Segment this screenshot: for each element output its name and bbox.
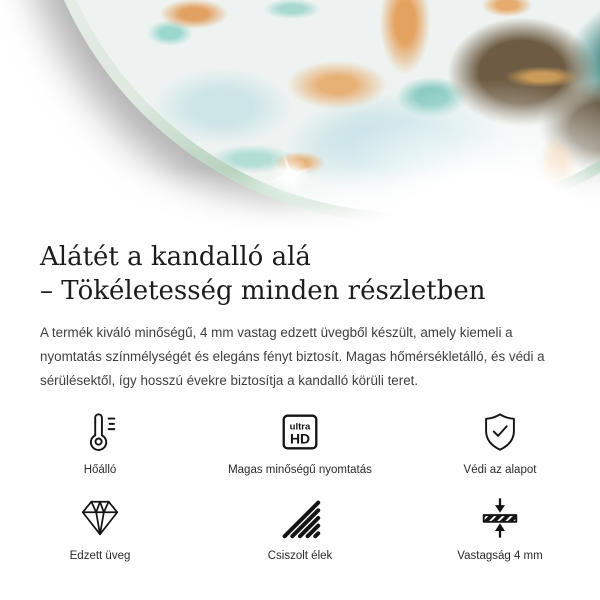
thickness-icon [477, 494, 523, 542]
polished-edge-icon [277, 494, 323, 542]
product-hero-image [0, 0, 600, 232]
glass-disc-artwork [42, 0, 600, 213]
feature-label: Védi az alapot [463, 464, 537, 476]
svg-text:HD: HD [289, 430, 311, 447]
shield-check-icon [477, 408, 523, 456]
feature-label: Hőálló [83, 464, 117, 476]
feature-label: Magas minőségű nyomtatás [228, 464, 372, 476]
product-info [0, 240, 600, 562]
diamond-icon [77, 494, 123, 542]
feature-label: Csiszolt élek [267, 550, 333, 562]
features-grid [0, 408, 600, 562]
feature-heat-resistant [0, 408, 200, 476]
product-description: A termék kiváló minőségű, 4 mm vastag edzett üvegből készült, amely kiemeli a nyomtatás színmélységét és elegáns fényt biztosít. Magas hőmérsékletálló, és védi a sérülésektől, így hosszú évekre biztosítja a kandalló körüli teret. [40, 325, 545, 388]
title-line-1: Alátét a kandalló alá [40, 242, 311, 272]
title-line-2: – Tökéletesség minden részletben [40, 276, 486, 306]
feature-high-quality-print [200, 408, 400, 476]
feature-label: Vastagság 4 mm [457, 550, 543, 562]
thermometer-icon [77, 408, 123, 456]
page-title [40, 240, 560, 308]
feature-label: Edzett üveg [69, 550, 131, 562]
feature-protects-base [400, 408, 600, 476]
svg-text:ultra: ultra [289, 421, 311, 433]
ultra-hd-icon [277, 408, 323, 456]
feature-thickness [400, 494, 600, 562]
feature-tempered-glass [0, 494, 200, 562]
feature-polished-edges [200, 494, 400, 562]
